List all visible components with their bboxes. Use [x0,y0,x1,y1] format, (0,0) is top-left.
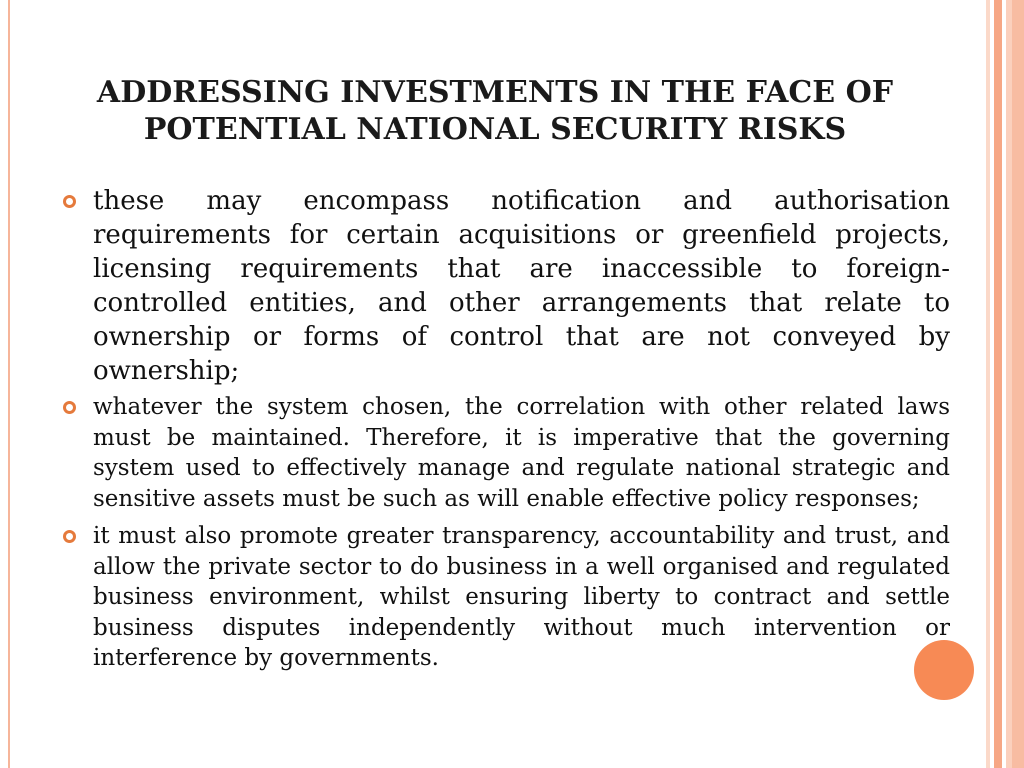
right-stripe [1012,0,1024,768]
right-decorative-band [984,0,1024,768]
bullet-item [60,392,950,514]
bullet-list [60,184,950,681]
left-border-line [8,0,10,768]
title-line-1: ADDRESSING INVESTMENTS IN THE FACE OF [96,75,894,110]
slide-title [40,74,950,148]
ring-bullet-icon [63,530,76,543]
bullet-text: it must also promote greater transparency, accountability and trust, and allow the private sector to do business in a well organised and regulated business environment, whilst ensuring liberty to contract and settle business disputes independently without much intervention or interference by governments. [93,523,950,671]
title-line-2: POTENTIAL NATIONAL SECURITY RISKS [143,112,847,147]
bullet-item [60,184,950,388]
ring-bullet-icon [63,195,76,208]
ring-bullet-icon [63,401,76,414]
bullet-item [60,521,950,674]
right-stripe [994,0,1002,768]
bullet-text: whatever the system chosen, the correlation with other related laws must be maintained. Therefore, it is imperative that the governing system used to effectively manage and regulate national strategic and sensitive assets must be such as will enable effective policy responses; [93,394,950,512]
right-stripe [986,0,990,768]
decorative-circle [914,640,974,700]
bullet-text: these may encompass notification and authorisation requirements for certain acquisitions or greenfield projects, licensing requirements that are inaccessible to foreign-controlled entities, and other arrangements that relate to ownership or forms of control that are not conveyed by ownership; [93,186,950,386]
